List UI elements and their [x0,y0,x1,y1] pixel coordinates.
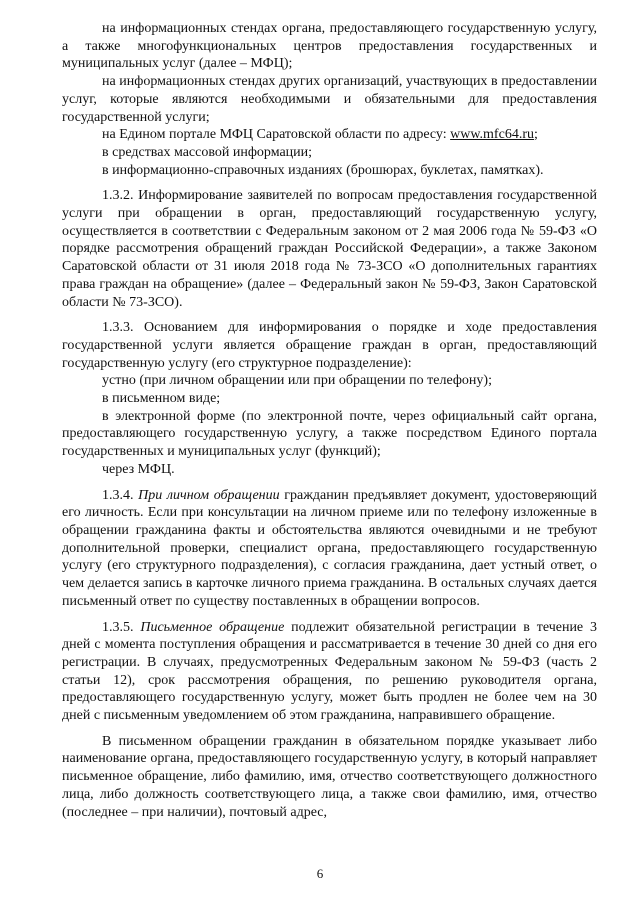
mfc-portal-end: ; [533,127,538,143]
paragraph-1-3-5-text: подлежит обязательной регистрации в течение 3 дней с момента поступления обращения и рассматривается в течение 30 дней со дня его регистрации. В случаях, предусмотренных Федеральным законом № 59-ФЗ (часть 2 статьи 12), срок рассмотрения обращения, по решению руководителя органа, предоставляющего государственную услугу, может быть продлен не более чем на 30 дней с письменным уведомлением об этом гражданина, направившего обращение. [62,619,597,724]
section-number: 1.3.4. [102,487,139,503]
paragraph-info-stands-agency: на информационных стендах органа, предоставляющего государственную услугу, а также многофункциональных центров предоставления государственных и муниципальных услуг (далее – МФЦ); [62,21,597,72]
paragraph-1-3-2: 1.3.2. Информирование заявителей по вопросам предоставления государственной услуги при обращении в орган, предоставляющий государственную услугу, осуществляется в соответствии с Федеральным законом от 2 мая 2006 года № 59-ФЗ «О порядке рассмотрения обращений граждан Российской Федерации», а также Законом Саратовской области от 31 июля 2018 года № 73-ЗСО «О дополнительных гарантиях права граждан на обращение» (далее – Федеральный закон № 59-ФЗ, Закон Саратовской области № 73-ЗСО). [62,188,597,310]
mfc-portal-link[interactable]: www.mfc64.ru [450,127,534,143]
paragraph-oral: устно (при личном обращении или при обращении по телефону); [102,373,492,389]
paragraph-info-stands-other: на информационных стендах других организаций, участвующих в предоставлении услуг, которые являются необходимыми и обязательными для предоставления государственной услуги; [62,74,597,125]
paragraph-mfc-portal [62,126,597,144]
emphasis-written-appeal: Письменное обращение [140,619,285,635]
paragraph-1-3-5 [62,619,597,725]
section-number: 1.3.5. [102,619,141,635]
paragraph-electronic: в электронной форме (по электронной почте, через официальный сайт органа, предоставляющего государственную услугу, а также посредством Единого портала государственных и муниципальных услуг (функций); [62,408,597,460]
paragraph-1-3-4-text: гражданин предъявляет документ, удостоверяющий его личность. Если при консультации на личном приеме или по телефону изложенные в обращении гражданина факты и обстоятельства являются очевидными и не требуют дополнительной проверки, специалист органа, предоставляющего государственную услугу (его структурного подразделения), с согласия гражданина, дает устный ответ, о чем делается запись в карточке личного приема гражданина. В остальных случаях дается письменный ответ по существу поставленных в обращении вопросов. [62,487,598,609]
paragraph-1-3-3: 1.3.3. Основанием для информирования о порядке и ходе предоставления государственной услуги является обращение граждан в орган, предоставляющий государственную услугу (его структурное подразделение): [62,320,597,371]
paragraph-mass-media: в средствах массовой информации; [102,144,313,160]
paragraph-reference-publications: в информационно-справочных изданиях (брошюрах, буклетах, памятках). [102,162,544,178]
emphasis-personal-appeal: При личном обращении [138,487,280,503]
paragraph-written-appeal-requirements: В письменном обращении гражданин в обязательном порядке указывает либо наименование органа, предоставляющего государственную услугу, в который направляет письменное обращение, либо фамилию, имя, отчество соответствующего должностного лица, либо должность соответствующего лица, а также свои фамилию, имя, отчество (последнее – при наличии), почтовый адрес, [62,733,597,820]
mfc-portal-text: на Едином портале МФЦ Саратовской области по адресу: [102,127,451,143]
paragraph-written: в письменном виде; [102,391,221,407]
document-page [62,20,597,821]
page-number: 6 [316,866,324,881]
paragraph-1-3-4 [62,487,597,611]
paragraph-via-mfc: через МФЦ. [102,461,175,477]
